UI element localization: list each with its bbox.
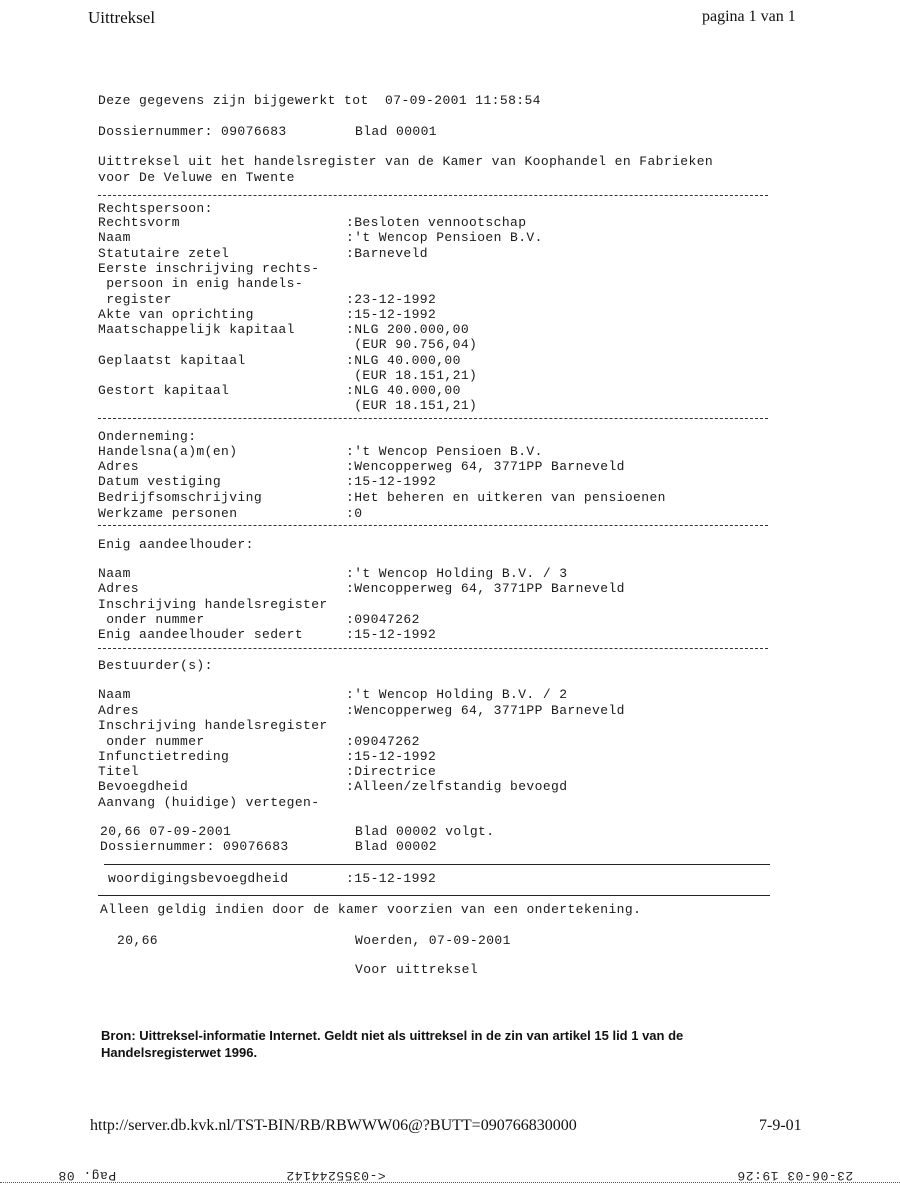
field-label: Titel (98, 764, 140, 779)
divider (98, 648, 768, 649)
footer-url[interactable]: http://server.db.kvk.nl/TST-BIN/RB/RBWWW06@?BUTT=090766830000 (90, 1117, 577, 1134)
divider (104, 864, 770, 865)
field-value: :'t Wencop Pensioen B.V. (346, 444, 543, 459)
field-label: Adres (98, 459, 140, 474)
blad-number: Blad 00001 (355, 124, 438, 139)
field-value: :NLG 40.000,00 (346, 383, 461, 398)
field-label: woordigingsbevoegdheid (108, 871, 289, 886)
field-label: Statutaire zetel (98, 246, 230, 261)
fax-timestamp: 23-06-03 19:26 (737, 1168, 854, 1183)
fax-page-number: Pag. 08 (58, 1168, 117, 1183)
pagebreak-dossier: Dossiernummer: 09076683 (100, 839, 289, 854)
field-label: Enig aandeelhouder sedert (98, 627, 304, 642)
field-value: :Directrice (346, 764, 437, 779)
field-label: Maatschappelijk kapitaal (98, 322, 295, 337)
field-value: :Barneveld (346, 246, 429, 261)
field-value: :23-12-1992 (346, 292, 437, 307)
field-value: :15-12-1992 (346, 749, 437, 764)
field-label: Werkzame personen (98, 506, 238, 521)
field-label: onder nummer (98, 612, 205, 627)
dossier-number: Dossiernummer: 09076683 (98, 124, 287, 139)
field-value: :'t Wencop Holding B.V. / 3 (346, 566, 568, 581)
field-label: Geplaatst kapitaal (98, 353, 246, 368)
field-value: :09047262 (346, 734, 420, 749)
field-label: Adres (98, 581, 140, 596)
field-label: Naam (98, 566, 131, 581)
fax-phone-number: <-0355244142 (286, 1168, 386, 1183)
section-heading-rechtspersoon: Rechtspersoon: (98, 201, 213, 216)
field-value: :Het beheren en uitkeren van pensioenen (346, 490, 666, 505)
field-label: Inschrijving handelsregister (98, 597, 328, 612)
register-line-1: Uittreksel uit het handelsregister van de Kamer van Koophandel en Fabrieken (98, 154, 714, 169)
field-label: Bedrijfsomschrijving (98, 490, 263, 505)
closing-code: 20,66 (117, 933, 159, 948)
field-label: onder nummer (98, 734, 205, 749)
source-note: Bron: Uittreksel-informatie Internet. Geldt niet als uittreksel in de zin van artikel 15 lid 1 van de Handelsregisterwet 1996. (101, 1028, 684, 1060)
validity-note: Alleen geldig indien door de kamer voorzien van een ondertekening. (100, 902, 642, 917)
field-value: (EUR 90.756,04) (346, 337, 478, 352)
field-label: Eerste inschrijving rechts- (98, 261, 320, 276)
field-value: :'t Wencop Holding B.V. / 2 (346, 687, 568, 702)
field-label: Bevoegdheid (98, 779, 189, 794)
field-label: Rechtsvorm (98, 215, 181, 230)
updated-line: Deze gegevens zijn bijgewerkt tot 07-09-2001 11:58:54 (98, 93, 541, 108)
section-heading-aandeelhouder: Enig aandeelhouder: (98, 537, 254, 552)
field-label: Naam (98, 230, 131, 245)
field-value: :0 (346, 506, 363, 521)
place-date: Woerden, 07-09-2001 (355, 933, 511, 948)
divider (98, 525, 768, 526)
field-label: Gestort kapitaal (98, 383, 230, 398)
field-value: :Wencopperweg 64, 3771PP Barneveld (346, 703, 625, 718)
field-label: Aanvang (huidige) vertegen- (98, 795, 320, 810)
field-label: register (98, 292, 172, 307)
field-label: Infunctietreding (98, 749, 230, 764)
field-label: persoon in enig handels- (98, 276, 304, 291)
pagebreak-code-date: 20,66 07-09-2001 (100, 824, 232, 839)
field-value: :'t Wencop Pensioen B.V. (346, 230, 543, 245)
footer-date: 7-9-01 (759, 1117, 802, 1134)
field-value: :09047262 (346, 612, 420, 627)
section-heading-bestuurder: Bestuurder(s): (98, 658, 213, 673)
field-value: (EUR 18.151,21) (346, 368, 478, 383)
field-value: :Alleen/zelfstandig bevoegd (346, 779, 568, 794)
page-indicator: pagina 1 van 1 (702, 8, 796, 25)
document-title: Uittreksel (88, 8, 156, 27)
divider (98, 418, 768, 419)
field-label: Akte van oprichting (98, 307, 254, 322)
field-label: Naam (98, 687, 131, 702)
field-value: (EUR 18.151,21) (346, 398, 478, 413)
field-value: :Besloten vennootschap (346, 215, 527, 230)
field-label: Handelsna(a)m(en) (98, 444, 238, 459)
field-value: :NLG 40.000,00 (346, 353, 461, 368)
section-heading-onderneming: Onderneming: (98, 429, 197, 444)
field-value: :Wencopperweg 64, 3771PP Barneveld (346, 581, 625, 596)
field-value: :Wencopperweg 64, 3771PP Barneveld (346, 459, 625, 474)
divider (98, 195, 768, 196)
divider (98, 895, 770, 896)
field-value: :15-12-1992 (346, 871, 437, 886)
divider (0, 1182, 900, 1183)
field-label: Inschrijving handelsregister (98, 718, 328, 733)
field-value: :15-12-1992 (346, 307, 437, 322)
field-label: Adres (98, 703, 140, 718)
field-value: :15-12-1992 (346, 474, 437, 489)
pagebreak-next-blad: Blad 00002 volgt. (355, 824, 495, 839)
field-value: :NLG 200.000,00 (346, 322, 470, 337)
field-value: :15-12-1992 (346, 627, 437, 642)
field-label: Datum vestiging (98, 474, 222, 489)
register-line-2: voor De Veluwe en Twente (98, 170, 295, 185)
voor-uittreksel: Voor uittreksel (355, 962, 479, 977)
pagebreak-blad: Blad 00002 (355, 839, 438, 854)
